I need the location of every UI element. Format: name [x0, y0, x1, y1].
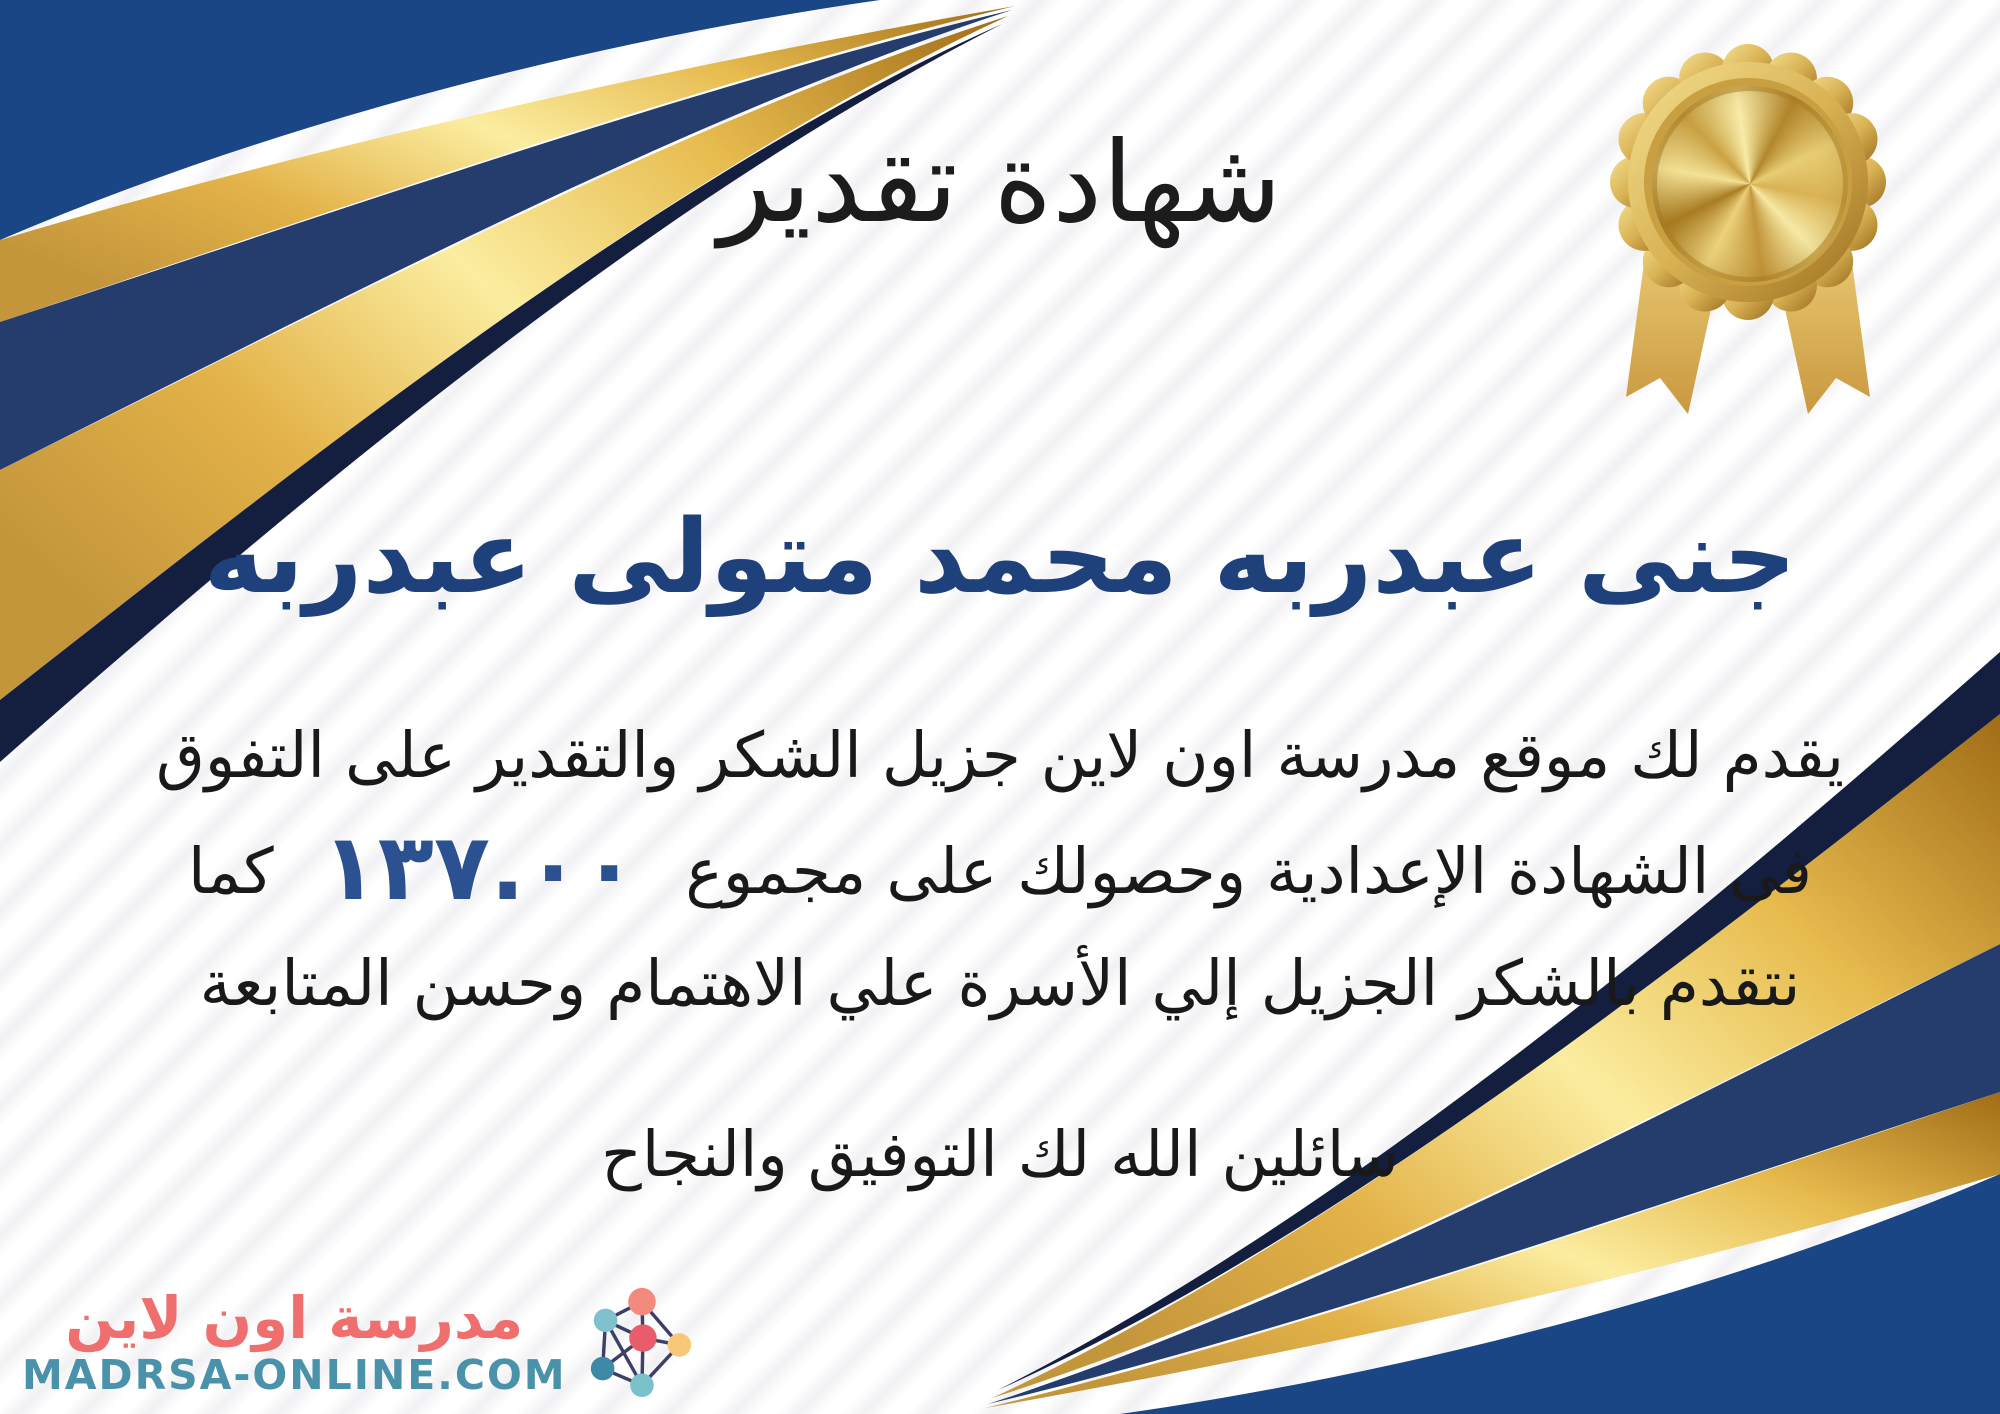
logo-text-column [22, 1286, 567, 1400]
body-line-2 [40, 812, 1960, 928]
node-light-teal [593, 1309, 617, 1333]
body-line-3-text: نتقدم بالشكر الجزيل إلي الأسرة علي الاهتمام وحسن المتابعة [199, 947, 1801, 1020]
node-yellow [667, 1333, 691, 1357]
body-line-1 [40, 700, 1960, 812]
corner-swoosh-top-left [0, 0, 1015, 762]
node-red [629, 1324, 657, 1352]
closing-line: سائلين الله لك التوفيق والنجاح [601, 1118, 1399, 1191]
student-name: جنى عبدربه محمد متولى عبدربه [203, 498, 1797, 617]
madrsa-online-logo [22, 1284, 699, 1402]
logo-domain: MADRSA-ONLINE.COM [22, 1351, 567, 1399]
total-score: ١٣٧.٠٠ [321, 814, 638, 921]
body-line-3 [40, 928, 1960, 1040]
node-dark-teal [590, 1357, 614, 1381]
certificate-title: شهادة تقدير [718, 118, 1282, 248]
node-coral [628, 1288, 656, 1316]
body-line-2-after: كما [187, 835, 274, 908]
logo-arabic-name: مدرسة اون لاين [65, 1284, 524, 1352]
body-line-1-text: يقدم لك موقع مدرسة اون لاين جزيل الشكر والتقدير على التفوق [155, 719, 1845, 792]
network-graph-icon [581, 1284, 699, 1402]
body-line-2-before: فى الشهادة الإعدادية وحصولك على مجموع [685, 835, 1813, 908]
certificate-body [40, 700, 1960, 1040]
node-bottom-teal [630, 1373, 654, 1397]
